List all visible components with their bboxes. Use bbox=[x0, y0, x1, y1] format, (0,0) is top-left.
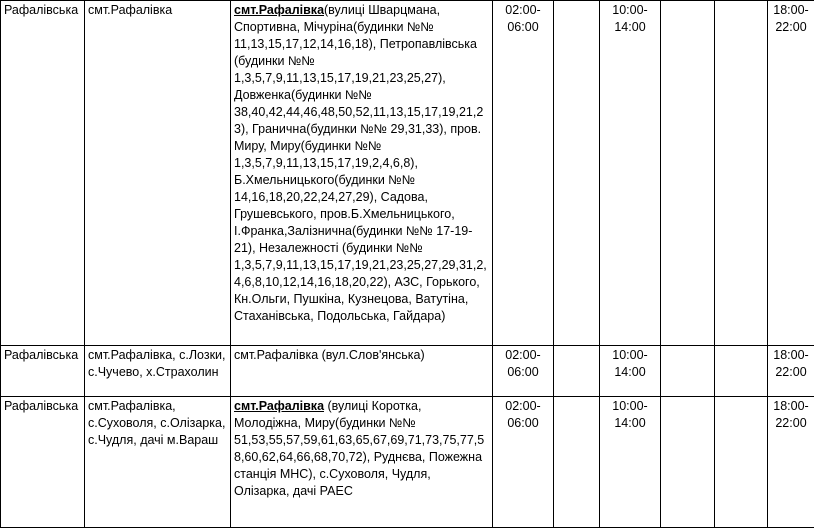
empty-cell bbox=[661, 1, 715, 346]
district-cell: Рафалівська bbox=[1, 346, 85, 397]
settlement-cell: смт.Рафалівка bbox=[85, 1, 231, 346]
time-slot-3: 18:00- 22:00 bbox=[768, 346, 814, 397]
settlement-cell: смт.Рафалівка, с.Лозки, с.Чучево, х.Страхолин bbox=[85, 346, 231, 397]
settlement-cell: смт.Рафалівка, с.Суховоля, с.Олізарка, с.Чудля, дачі м.Вараш bbox=[85, 397, 231, 528]
district-cell: Рафалівська bbox=[1, 1, 85, 346]
time-slot-3: 18:00- 22:00 bbox=[768, 397, 814, 528]
empty-cell bbox=[554, 1, 600, 346]
empty-cell bbox=[715, 346, 768, 397]
time-slot-1: 02:00- 06:00 bbox=[493, 397, 554, 528]
time-slot-2: 10:00- 14:00 bbox=[600, 1, 661, 346]
empty-cell bbox=[661, 397, 715, 528]
address-cell bbox=[231, 397, 493, 528]
table-row bbox=[1, 1, 814, 346]
empty-cell bbox=[715, 397, 768, 528]
address-text: (вулиці Шварцмана, Спортивна, Мічуріна(будинки №№ 11,13,15,17,12,14,16,18), Петропавлівська (будинки №№ 1,3,5,7,9,11,13,15,17,19,21,23,25,27), Довженка(будинки №№ 38,40,42,44,46,48,50,52,11,13,15,17,19,21,23), Гранична(будинки №№ 29,31,33), пров. Миру, Миру(будинки №№ 1,3,5,7,9,11,13,15,17,19,2,4,6,8), Б.Хмельницького(будинки №№ 14,16,18,20,22,24,27,29), Садова, Грушевського, пров.Б.Хмельницького, І.Франка,Залізнична(будинки №№ 17-19-21), Незалежності (будинки №№ 1,3,5,7,9,11,13,15,17,19,21,23,25,27,29,31,2,4,6,8,10,12,14,16,18,20,22), АЗС, Горького, Кн.Ольги, Пушкіна, Кузнецова, Ватутіна, Стаханівська, Подольська, Гайдара) bbox=[234, 3, 487, 323]
empty-cell bbox=[554, 346, 600, 397]
address-text: смт.Рафалівка (вул.Слов'янська) bbox=[234, 348, 425, 362]
address-text: (вулиці Коротка, Молодіжна, Миру(будинки №№ 51,53,55,57,59,61,63,65,67,69,71,73,75,77,58,60,62,64,66,68,70,72), Руднєва, Пожежна станція МНС), с.Суховоля, Чудля, Олізарка, дачі РАЕС bbox=[234, 399, 485, 498]
time-slot-2: 10:00- 14:00 bbox=[600, 397, 661, 528]
time-slot-1: 02:00- 06:00 bbox=[493, 346, 554, 397]
time-slot-3: 18:00- 22:00 bbox=[768, 1, 814, 346]
empty-cell bbox=[554, 397, 600, 528]
address-bold: смт.Рафалівка bbox=[234, 399, 325, 413]
address-cell bbox=[231, 346, 493, 397]
address-cell bbox=[231, 1, 493, 346]
time-slot-2: 10:00- 14:00 bbox=[600, 346, 661, 397]
empty-cell bbox=[661, 346, 715, 397]
table-row bbox=[1, 397, 814, 528]
district-cell: Рафалівська bbox=[1, 397, 85, 528]
empty-cell bbox=[715, 1, 768, 346]
table-row bbox=[1, 346, 814, 397]
time-slot-1: 02:00- 06:00 bbox=[493, 1, 554, 346]
address-bold: смт.Рафалівка bbox=[234, 3, 325, 17]
